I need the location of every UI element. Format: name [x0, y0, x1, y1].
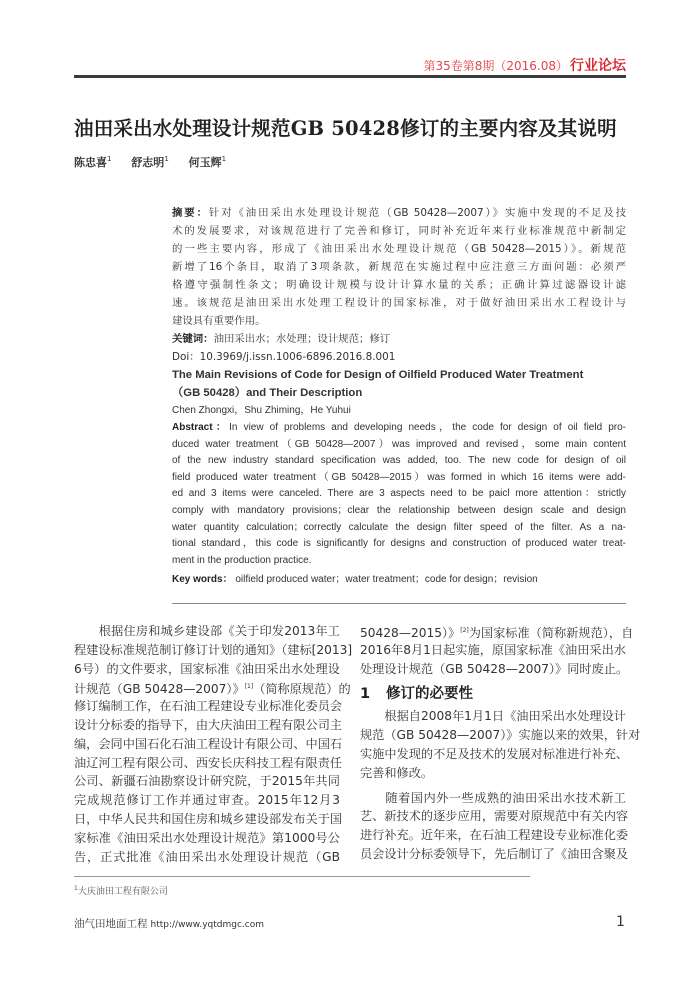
keywords-en: [172, 572, 626, 589]
text-line: 根据住房和城乡建设部《关于印发2013年工: [74, 624, 340, 638]
abstract-label: 摘要：: [172, 207, 209, 219]
abstract-en: [172, 420, 626, 569]
text-line: 完成规范修订工作并通过审查。2015年12月3: [74, 793, 340, 808]
text-line: 6号）的文件要求，国家标准《油田采出水处理设: [74, 661, 340, 676]
text-line: 根据自2008年1月1日《油田采出水处理设计: [360, 709, 626, 724]
keywords-en-label: Key words：: [172, 574, 233, 585]
english-authors: Chen Zhongxi，Shu Zhiming，He Yuhui: [172, 405, 351, 416]
footnote-rule: [74, 876, 530, 877]
text-line: 术的发展要求，对该规范进行了完善和修订，同时补充近年来行业标准规范中新制定: [172, 225, 626, 237]
journal-name: 油气田地面工程: [74, 918, 148, 930]
text-line: 油辽河工程有限公司、西安长庆科技工程有限责任: [74, 755, 343, 770]
body-left-column: [74, 622, 353, 866]
text-line: field produced water treatment（GB 50428—2015）was formed in which 16 items were add-: [172, 471, 626, 483]
running-header: [423, 55, 626, 75]
text-line: [172, 420, 626, 437]
header-rule: [74, 75, 626, 78]
authors: [74, 154, 242, 170]
text-line: 编，会同中国石化石油工程设计有限公司、中国石: [74, 736, 343, 751]
text-line: duced water treatment（GB 50428—2007）was improved and revised，some main content: [172, 438, 626, 450]
keywords-text: 油田采出水；水处理；设计规范；修订: [213, 333, 391, 345]
keywords-en-text: oilfield produced water；water treatment；code for design；revision: [235, 574, 538, 585]
keywords-label: 关键词：: [172, 333, 214, 345]
text-line: [172, 204, 626, 222]
page-footer: [74, 916, 264, 931]
text-line: 员会设计分标委领导下，先后制订了《油田含聚及: [360, 846, 629, 861]
text-line: 的一些主要内容，形成了《油田采出水处理设计规范（GB 50428—2015）》。新规范: [172, 243, 626, 255]
text-line: 日，中华人民共和国住房和城乡建设部发布关于国: [74, 811, 343, 826]
text-line: 建设具有重要作用。: [172, 315, 266, 327]
text-line: 设计分标委的指导下，由大庆油田工程有限公司主: [74, 717, 343, 732]
affiliation-mark: 1: [164, 155, 169, 164]
text-line: 规范（GB 50428—2007）》实施以来的效果，针对: [360, 728, 641, 743]
section-title: 修订的必要性: [386, 686, 473, 703]
section-number: 1: [360, 686, 371, 703]
journal-url[interactable]: http://www.yqtdmgc.com: [150, 920, 264, 930]
text-line: water quantity calculation；correctly calculate the design filter speed of the filter. As a na-: [172, 521, 626, 533]
text-line: 修订编制工作，在石油工程建设专业标准化委员会: [74, 699, 343, 714]
text-line: 50428—2015）》[2]为国家标准（简称新规范），自: [360, 626, 634, 641]
affiliation-mark: 1: [221, 155, 227, 164]
text-line: 新增了16个条目，取消了3项条款，新规范在实施过程中应注意三方面问题：必须严: [172, 261, 626, 273]
text-line: ment in the production practice.: [172, 554, 312, 566]
english-title-line: The Main Revisions of Code for Design of Oilfield Produced Water Treatment: [172, 369, 584, 381]
keywords-cn: [172, 330, 626, 366]
text-line: comply with mandatory provisions；clear the relationship between design scale and design: [172, 504, 626, 516]
text-line: 计规范（GB 50428—2007）》[1]（简称原规范）的: [74, 682, 351, 697]
abstract-text: 针对《油田采出水处理设计规范（GB 50428—2007）》实施中发现的不足及技: [208, 207, 627, 219]
author-name: 陈忠喜: [74, 156, 107, 169]
text-line: 公司、新疆石油勘察设计研究院，于2015年共同: [74, 774, 340, 789]
text-line: 完善和修改。: [360, 765, 434, 780]
text-line: ed and 3 items were canceled. There are 3 aspects need to be paicl more attention：strictly: [172, 488, 626, 500]
text-line: 实施中发现的不足及技术的发展对标准进行补充、: [360, 746, 629, 761]
page-number: 1: [616, 914, 625, 930]
author-name: 舒志明: [131, 156, 165, 169]
text-line: 速。该规范是油田采出水处理工程设计的国家标准，对于做好油田采出水工程设计与: [172, 297, 626, 309]
text-line: of the new industry standard specification was added, too. The new code for design of oil: [172, 455, 626, 467]
abstract-divider: [172, 603, 626, 604]
text-line: 2016年8月1日起实施，原国家标准《油田采出水: [360, 642, 626, 657]
abstract-text: In view of problems and developing needs，the code for design of oil field pro-: [229, 422, 626, 433]
text-line: 艺、新技术的逐步应用，需要对原规范中有关内容: [360, 809, 629, 824]
body-right-column: [360, 622, 641, 864]
affiliation-mark: 1: [107, 155, 112, 164]
text-line: 格遵守强制性条文；明确设计规模与设计计算水量的关系；正确计算过滤器设计滤: [172, 279, 626, 291]
text-line: 处理设计规范（GB 50428—2007）》同时废止。: [360, 661, 629, 676]
issue-info: 第35卷第8期（2016.08）: [423, 59, 568, 73]
abstract-cn: [172, 204, 626, 330]
footnote-text: 大庆油田工程有限公司: [77, 887, 168, 897]
doi: Doi：10.3969/j.issn.1006-6896.2016.8.001: [172, 351, 396, 363]
text-line: tional standard，this code is significantly for designs and construction of produced water treat-: [172, 538, 626, 550]
footnote-mark: 1: [74, 885, 78, 892]
article-title: 油田采出水处理设计规范GB 50428修订的主要内容及其说明: [74, 117, 617, 140]
text-line: 程建设标准规范制订修订计划的通知》（建标[2013]: [74, 642, 353, 657]
section-heading: [360, 682, 626, 707]
column-name: 行业论坛: [570, 58, 626, 74]
text-line: 随着国内外一些成熟的油田采出水技术新工: [360, 790, 626, 805]
text-line: 进行补充。近年来，在石油工程建设专业标准化委: [360, 828, 629, 843]
english-title: [172, 366, 626, 420]
text-line: 家标准《油田采出水处理设计规范》第1000号公: [74, 830, 340, 845]
author-name: 何玉辉: [188, 156, 222, 169]
footnote: [74, 884, 168, 897]
abstract-label: Abstract：: [172, 422, 230, 433]
english-title-line: （GB 50428）and Their Description: [172, 387, 363, 399]
text-line: 告，正式批准《油田采出水处理设计规范（GB: [74, 849, 340, 864]
